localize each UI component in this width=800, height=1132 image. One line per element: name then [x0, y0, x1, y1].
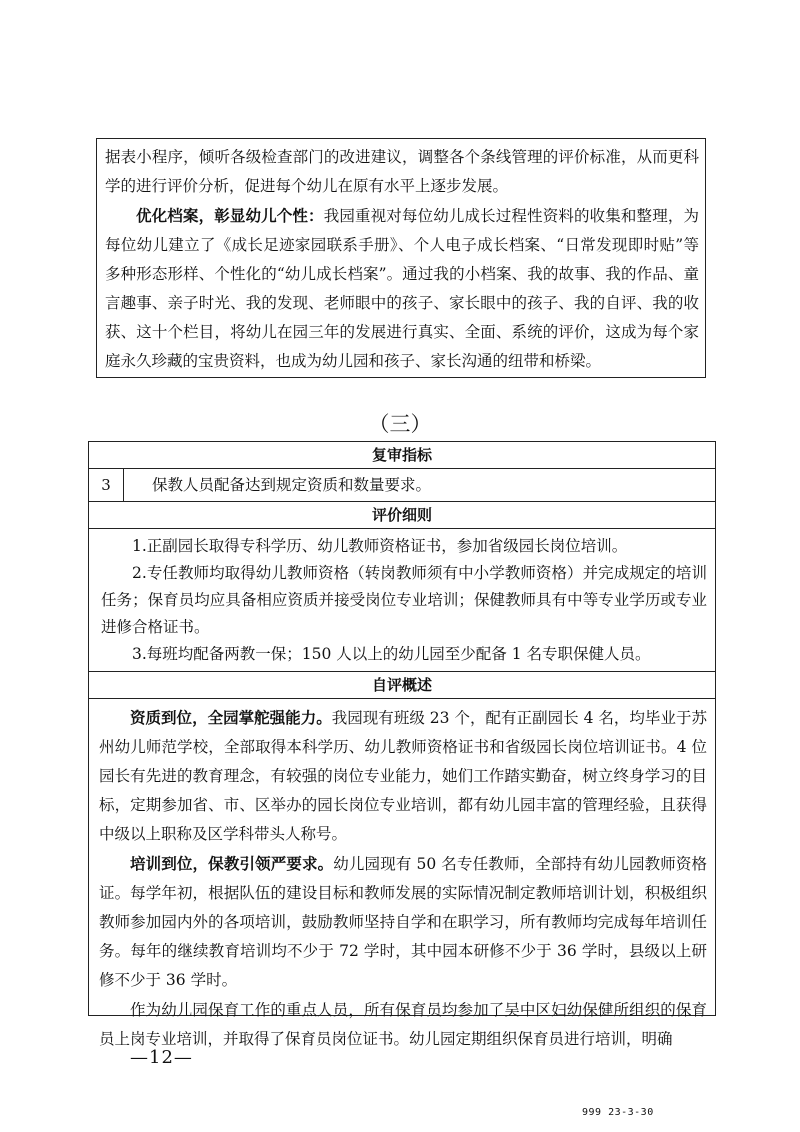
continuation-paragraph: 据表小程序，倾听各级检查部门的改进建议，调整各个条线管理的评价标准，从而更科学的进行评价分析，促进每个幼儿在原有水平上逐步发展。 — [105, 148, 699, 195]
overview-paragraph — [99, 849, 707, 995]
detail-section — [89, 529, 715, 672]
overview-paragraph-body: 作为幼儿园保育工作的重点人员，所有保育员均参加了吴中区妇幼保健所组织的保育员上岗专业培训，并取得了保育员岗位证书。幼儿园定期组织保育员进行培训，明确 — [99, 1001, 707, 1048]
indicator-number: 3 — [89, 469, 124, 501]
archive-paragraph-body: 我园重视对每位幼儿成长过程性资料的收集和整理，为每位幼儿建立了《成长足迹家园联系手册》、个人电子成长档案、“日常发现即时贴”等多种形态形样、个性化的“幼儿成长档案”。通过我的小档案、我的故事、我的作品、童言趣事、亲子时光、我的发现、老师眼中的孩子、家长眼中的孩子、我的自评、我的收获、这十个栏目，将幼儿在园三年的发展进行真实、全面、系统的评价，这成为每个家庭永久珍藏的宝贵资料，也成为幼儿园和孩子、家长沟通的纽带和桥梁。 — [105, 207, 699, 370]
archive-paragraph-heading: 优化档案，彰显幼儿个性： — [136, 206, 324, 225]
overview-paragraph-heading: 培训到位，保教引领严要求。 — [130, 854, 334, 873]
overview-paragraph — [99, 703, 707, 849]
overview-paragraph-body: 我园现有班级 23 个，配有正副园长 4 名，均毕业于苏州幼儿师范学校，全部取得本科学历、幼儿教师资格证书和省级园长岗位培训证书。4 位园长有先进的教育理念，有较强的岗位专业能力，她们工作踏实勤奋，树立终身学习的目标，定期参加省、市、区举办的园长岗位专业培训，都有幼儿园丰富的管理经验，且获得中级以上职称及区学科带头人称号。 — [99, 709, 707, 843]
section-title: （三） — [368, 412, 432, 436]
indicator-header: 复审指标 — [89, 442, 715, 469]
overview-paragraph-body: 幼儿园现有 50 名专任教师，全部持有幼儿园教师资格证。每学年初，根据队伍的建设目标和教师发展的实际情况制定教师培训计划，积极组织教师参加园内外的各项培训，鼓励教师坚持自学和在职学习，所有教师均完成每年培训任务。每年的继续教育培训均不少于 72 学时，其中园本研修不少于 36 学时，县级以上研修不少于 36 学时。 — [99, 855, 707, 989]
continuation-text-box — [96, 138, 706, 378]
detail-item: 3.每班均配备两教一保；150 人以上的幼儿园至少配备 1 名专职保健人员。 — [132, 645, 651, 663]
review-table — [88, 441, 716, 1048]
overview-paragraph-heading: 资质到位，全园掌舵强能力。 — [130, 708, 332, 727]
detail-item: 1.正副园长取得专科学历、幼儿教师资格证书，参加省级园长岗位培训。 — [132, 537, 628, 555]
print-stamp: 999 23-3-30 — [582, 1107, 654, 1118]
overview-paragraph — [99, 995, 707, 1054]
overview-section — [89, 699, 715, 1054]
indicator-row — [89, 469, 715, 502]
page-number: —12— — [130, 1047, 193, 1068]
detail-item: 2.专任教师均取得幼儿教师资格（转岗教师须有中小学教师资格）并完成规定的培训任务；保育员均应具备相应资质并接受岗位专业培训；保健教师具有中等专业学历或专业进修合格证书。 — [101, 564, 707, 636]
overview-header: 自评概述 — [89, 672, 715, 699]
indicator-text: 保教人员配备达到规定资质和数量要求。 — [152, 476, 432, 494]
detail-header: 评价细则 — [89, 502, 715, 529]
archive-paragraph — [105, 201, 699, 376]
